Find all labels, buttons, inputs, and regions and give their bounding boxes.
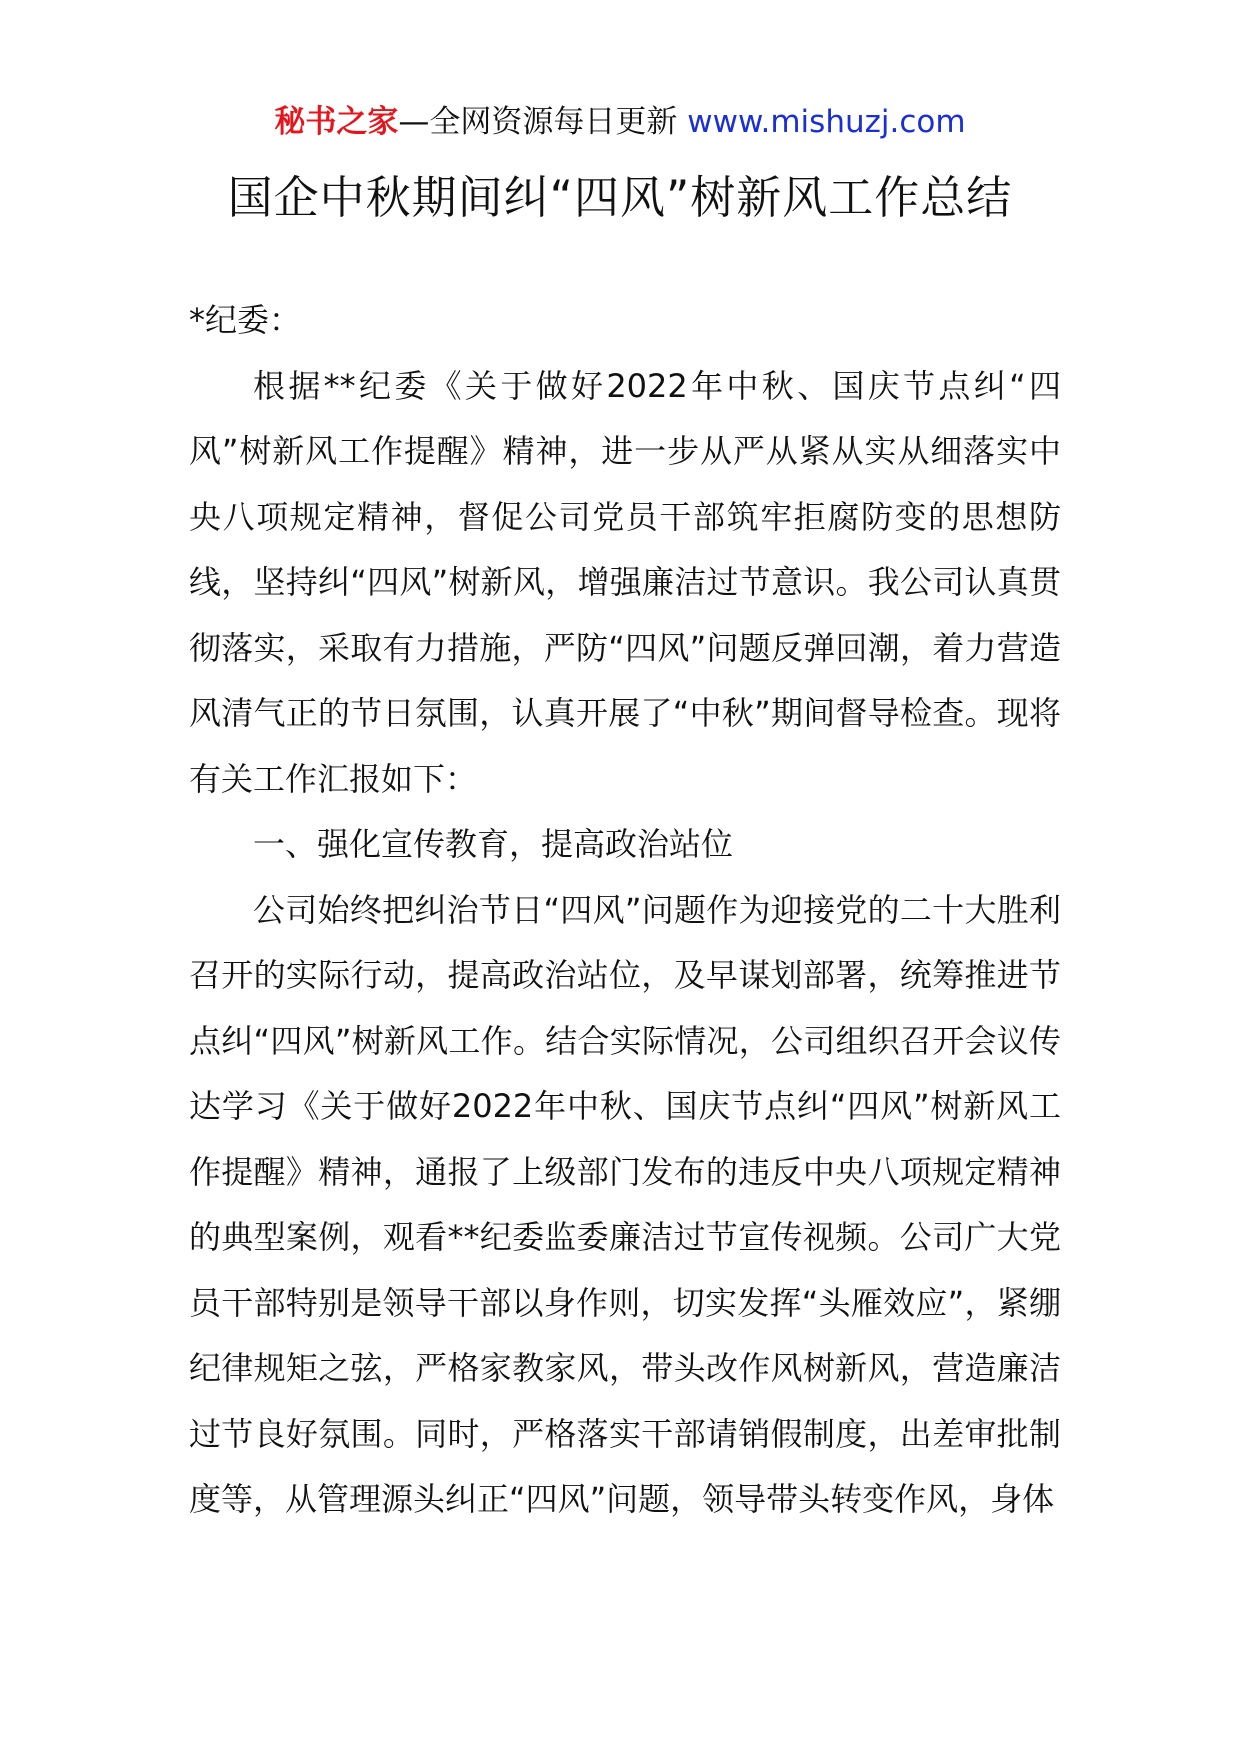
site-url-link[interactable]: www.mishuzj.com — [687, 104, 966, 140]
salutation: *纪委： — [189, 301, 302, 339]
document-body — [189, 288, 1061, 1533]
document-title: 国企中秋期间纠“四风”树新风工作总结 — [227, 171, 1013, 224]
paragraph-intro: 根据**纪委《关于做好2022年中秋、国庆节点纠“四风”树新风工作提醒》精神，进一步从严从紧从实从细落实中央八项规定精神，督促公司党员干部筑牢拒腐防变的思想防线，坚持纠“四风”树新风，增强廉洁过节意识。我公司认真贯彻落实，采取有力措施，严防“四风”问题反弹回潮，着力营造风清气正的节日氛围，认真开展了“中秋”期间督导检查。现将有关工作汇报如下： — [189, 366, 1061, 798]
paragraph-section-1: 公司始终把纠治节日“四风”问题作为迎接党的二十大胜利召开的实际行动，提高政治站位，及早谋划部署，统筹推进节点纠“四风”树新风工作。结合实际情况，公司组织召开会议传达学习《关于做好2022年中秋、国庆节点纠“四风”树新风工作提醒》精神，通报了上级部门发布的违反中央八项规定精神的典型案例，观看**纪委监委廉洁过节宣传视频。公司广大党员干部特别是领导干部以身作则，切实发挥“头雁效应”，紧绷纪律规矩之弦，严格家教家风，带头改作风树新风，营造廉洁过节良好氛围。同时，严格落实干部请销假制度，出差审批制度等，从管理源头纠正“四风”问题，领导带头转变作风，身体 — [189, 890, 1061, 1518]
brand-name: 秘书之家 — [274, 104, 399, 140]
site-header — [0, 100, 1240, 144]
header-tagline: —全网资源每日更新 — [398, 104, 688, 140]
section-heading: 一、强化宣传教育，提高政治站位 — [253, 825, 734, 863]
